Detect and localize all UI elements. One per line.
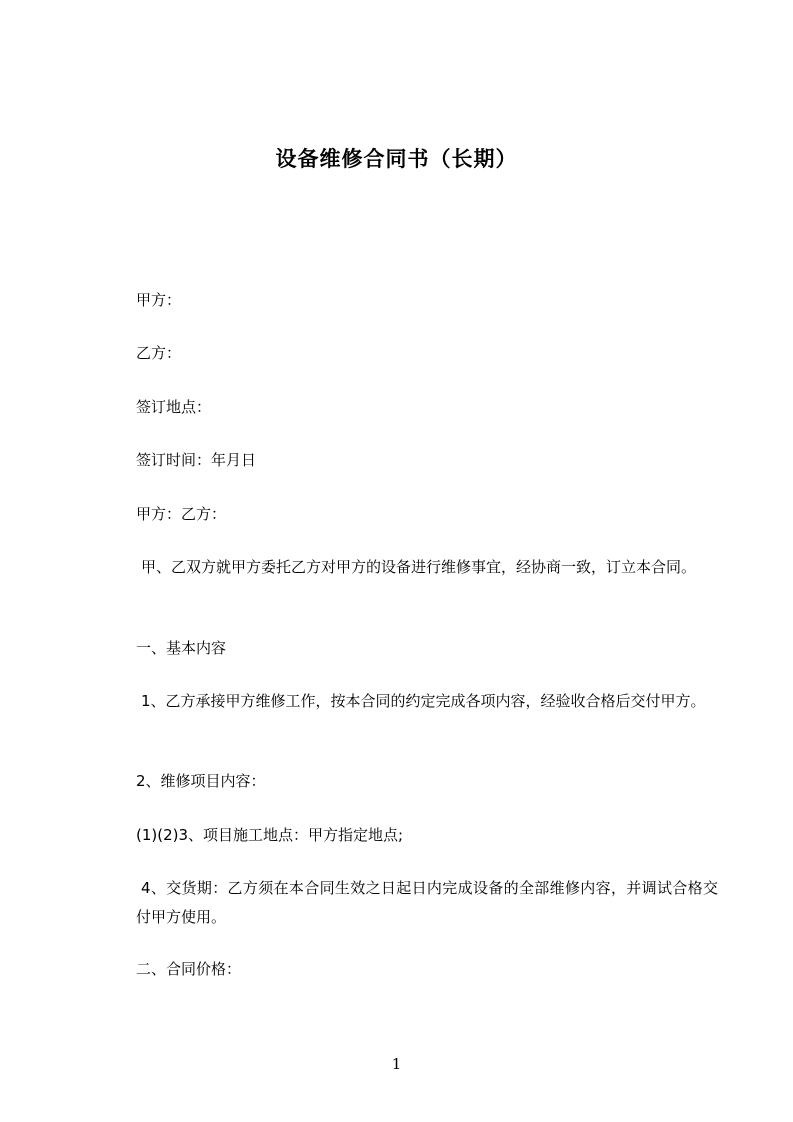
clause-2-line: 2、维修项目内容： <box>136 772 266 790</box>
sign-place-line: 签订地点： <box>136 398 212 416</box>
sign-time-line: 签订时间：年月日 <box>136 451 257 469</box>
clause-3-line: (1)(2)3、项目施工地点：甲方指定地点; <box>136 826 404 844</box>
clause-1-paragraph: 1、乙方承接甲方维修工作，按本合同的约定完成各项内容，经验收合格后交付甲方。 <box>141 692 706 710</box>
document-title: 设备维修合同书（长期） <box>275 147 518 171</box>
preamble-paragraph: 甲、乙双方就甲方委托乙方对甲方的设备进行维修事宜，经协商一致，订立本合同。 <box>141 558 697 576</box>
party-a-line: 甲方： <box>136 291 182 309</box>
section-2-heading: 二、合同价格： <box>136 960 242 978</box>
parties-line: 甲方：乙方： <box>136 505 227 523</box>
clause-4-paragraph: 4、交货期：乙方须在本合同生效之日起日内完成设备的全部维修内容，并调试合格交付甲方使用。 <box>136 879 718 926</box>
party-b-line: 乙方： <box>136 344 182 362</box>
section-1-heading: 一、基本内容 <box>136 639 227 657</box>
page-number: 1 <box>391 1055 402 1073</box>
